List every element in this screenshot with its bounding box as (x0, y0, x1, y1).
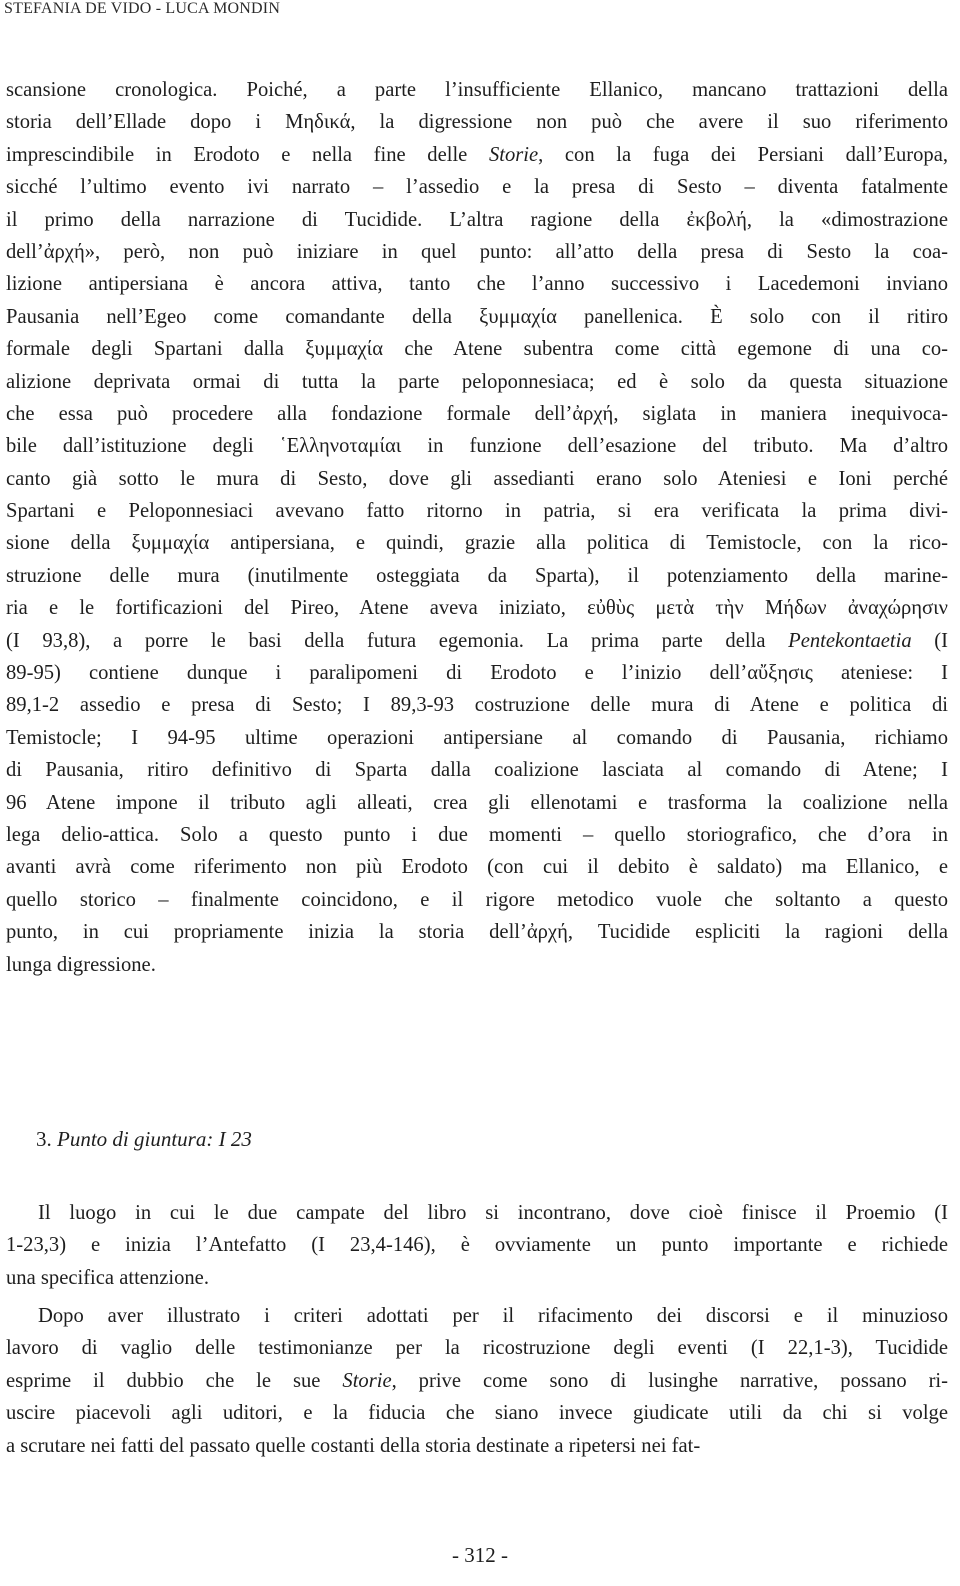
italic-text: Storie (488, 143, 539, 166)
text-segment: struzione delle mura (inutilmente osteggiata da Sparta), il potenziamento della marine- (6, 564, 948, 587)
text-segment: lizione antipersiana è ancora attiva, tanto che l’anno successivo i Lacedemoni inviano (6, 273, 948, 296)
text-line (6, 851, 948, 883)
text-line (6, 1397, 948, 1429)
text-line (6, 106, 948, 138)
text-segment: 96 Atene impone il tributo agli alleati, crea gli ellenotami e trasforma la coalizione nella (6, 791, 948, 814)
text-line (6, 171, 948, 203)
text-segment: 89-95) contiene dunque i paralipomeni di Erodoto e l’inizio dell’αὔξησις ateniese: I (6, 662, 948, 685)
text-line (6, 74, 948, 106)
text-segment: , con la fuga dei Persiani dall’Europa, (538, 143, 948, 166)
text-segment: avanti avrà come riferimento non più Erodoto (con cui il debito è saldato) ma Ellanico, e (6, 856, 948, 879)
text-line (6, 819, 948, 851)
section-number: 3. (36, 1127, 52, 1151)
running-head: STEFANIA DE VIDO - LUCA MONDIN (4, 0, 281, 17)
text-segment: lunga digressione. (6, 953, 156, 976)
text-line (6, 722, 948, 754)
text-segment: dell’ἀρχή», però, non può iniziare in quel punto: all’atto della presa di Sesto la coa- (6, 240, 948, 263)
text-line (6, 657, 948, 689)
text-line (6, 754, 948, 786)
text-line (6, 463, 948, 495)
text-segment: formale degli Spartani dalla ξυμμαχία che Atene subentra come città egemone di una co- (6, 338, 948, 361)
text-segment: punto, in cui propriamente inizia la storia dell’ἀρχή, Tucidide espliciti la ragioni della (6, 921, 948, 944)
text-line (6, 1300, 948, 1332)
italic-text: Pentekontaetia (788, 629, 912, 652)
paragraph-2 (6, 1197, 948, 1294)
text-line (6, 333, 948, 365)
text-segment: sicché l’ultimo evento ivi narrato – l’assedio e la presa di Sesto – diventa fatalmente (6, 176, 948, 199)
text-line (6, 560, 948, 592)
text-segment: il primo della narrazione di Tucidide. L’altra ragione della ἐκβολή, la «dimostrazione (6, 208, 948, 231)
text-line (6, 398, 948, 430)
text-segment: lavoro di vaglio delle testimonianze per la ricostruzione degli eventi (I 22,1-3), Tucidide (6, 1337, 948, 1360)
text-line (6, 1262, 948, 1294)
text-segment: , prive come sono di lusinghe narrative, possano ri- (391, 1369, 949, 1392)
paragraph-3 (6, 1300, 948, 1462)
text-segment: (I (911, 629, 948, 652)
text-line (6, 1365, 948, 1397)
text-segment: bile dall’istituzione degli ῾Ελληνοταμίαι in funzione dell’esazione del tributo. Ma d’altro (6, 435, 948, 458)
text-segment: a scrutare nei fatti del passato quelle costanti della storia destinate a ripetersi nei fat- (6, 1434, 701, 1457)
text-segment: uscire piacevoli agli uditori, e la fiducia che siano invece giudicate utili da chi si volge (6, 1402, 948, 1425)
text-segment: 89,1-2 assedio e presa di Sesto; I 89,3-93 costruzione delle mura di Atene e politica di (6, 694, 948, 717)
text-line (6, 495, 948, 527)
text-segment: storia dell’Ellade dopo i Μηδικά, la digressione non può che avere il suo riferimento (6, 111, 948, 134)
text-line (6, 268, 948, 300)
text-segment: esprime il dubbio che le sue (6, 1369, 343, 1392)
text-line (6, 787, 948, 819)
text-segment: Dopo aver illustrato i criteri adottati per il rifacimento dei discorsi e il minuzioso (38, 1305, 948, 1327)
text-segment: imprescindibile in Erodoto e nella fine delle (6, 143, 489, 166)
section-title: Punto di giuntura: I 23 (57, 1127, 252, 1151)
text-segment: canto già sotto le mura di Sesto, dove gli assedianti erano solo Ateniesi e Ioni perché (6, 467, 948, 490)
text-segment: Temistocle; I 94-95 ultime operazioni antipersiane al comando di Pausania, richiamo (6, 726, 948, 749)
text-line (6, 527, 948, 559)
text-line (6, 916, 948, 948)
text-segment: alizione deprivata ormai di tutta la parte peloponnesiaca; ed è solo da questa situazione (6, 370, 948, 393)
text-segment: una specifica attenzione. (6, 1266, 209, 1289)
text-line (6, 884, 948, 916)
text-line (6, 139, 948, 171)
text-segment: Il luogo in cui le due campate del libro si incontrano, dove cioè finisce il Proemio (I (38, 1202, 948, 1224)
text-line (6, 949, 948, 981)
text-line (6, 366, 948, 398)
text-line (6, 430, 948, 462)
section-heading (36, 1124, 252, 1154)
text-segment: (I 93,8), a porre le basi della futura egemonia. La prima parte della (6, 629, 789, 652)
text-line (6, 1430, 948, 1462)
text-line (6, 301, 948, 333)
italic-text: Storie (342, 1369, 392, 1392)
text-segment: Spartani e Peloponnesiaci avevano fatto ritorno in patria, si era verificata la prima divi- (6, 500, 948, 523)
text-line (6, 1197, 948, 1229)
text-segment: ria e le fortificazioni del Pireo, Atene aveva iniziato, εὐθὺς μετὰ τὴν Μήδων ἀναχώρησιν (6, 597, 948, 620)
text-line (6, 1229, 948, 1261)
text-line (6, 204, 948, 236)
text-line (6, 625, 948, 657)
text-segment: quello storico – finalmente coincidono, e il rigore metodico vuole che soltanto a questo (6, 888, 948, 911)
text-segment: lega delio-attica. Solo a questo punto i due momenti – quello storiografico, che d’ora in (6, 823, 948, 846)
text-segment: Pausania nell’Egeo come comandante della ξυμμαχία panellenica. È solo con il ritiro (6, 305, 948, 328)
paragraph-1 (6, 74, 948, 981)
text-segment: 1-23,3) e inizia l’Antefatto (I 23,4-146), è ovviamente un punto importante e richiede (6, 1234, 948, 1257)
text-segment: di Pausania, ritiro definitivo di Sparta dalla coalizione lasciata al comando di Atene; I (6, 759, 948, 782)
page-number: - 312 - (452, 1543, 508, 1567)
text-segment: che essa può procedere alla fondazione formale dell’ἀρχή, siglata in maniera inequivoca- (6, 402, 948, 425)
text-segment: scansione cronologica. Poiché, a parte l’insufficiente Ellanico, mancano trattazioni della (6, 79, 948, 101)
text-line (6, 592, 948, 624)
text-line (6, 236, 948, 268)
text-segment: sione della ξυμμαχία antipersiana, e quindi, grazie alla politica di Temistocle, con la rico- (6, 532, 948, 555)
text-line (6, 1332, 948, 1364)
text-line (6, 689, 948, 721)
